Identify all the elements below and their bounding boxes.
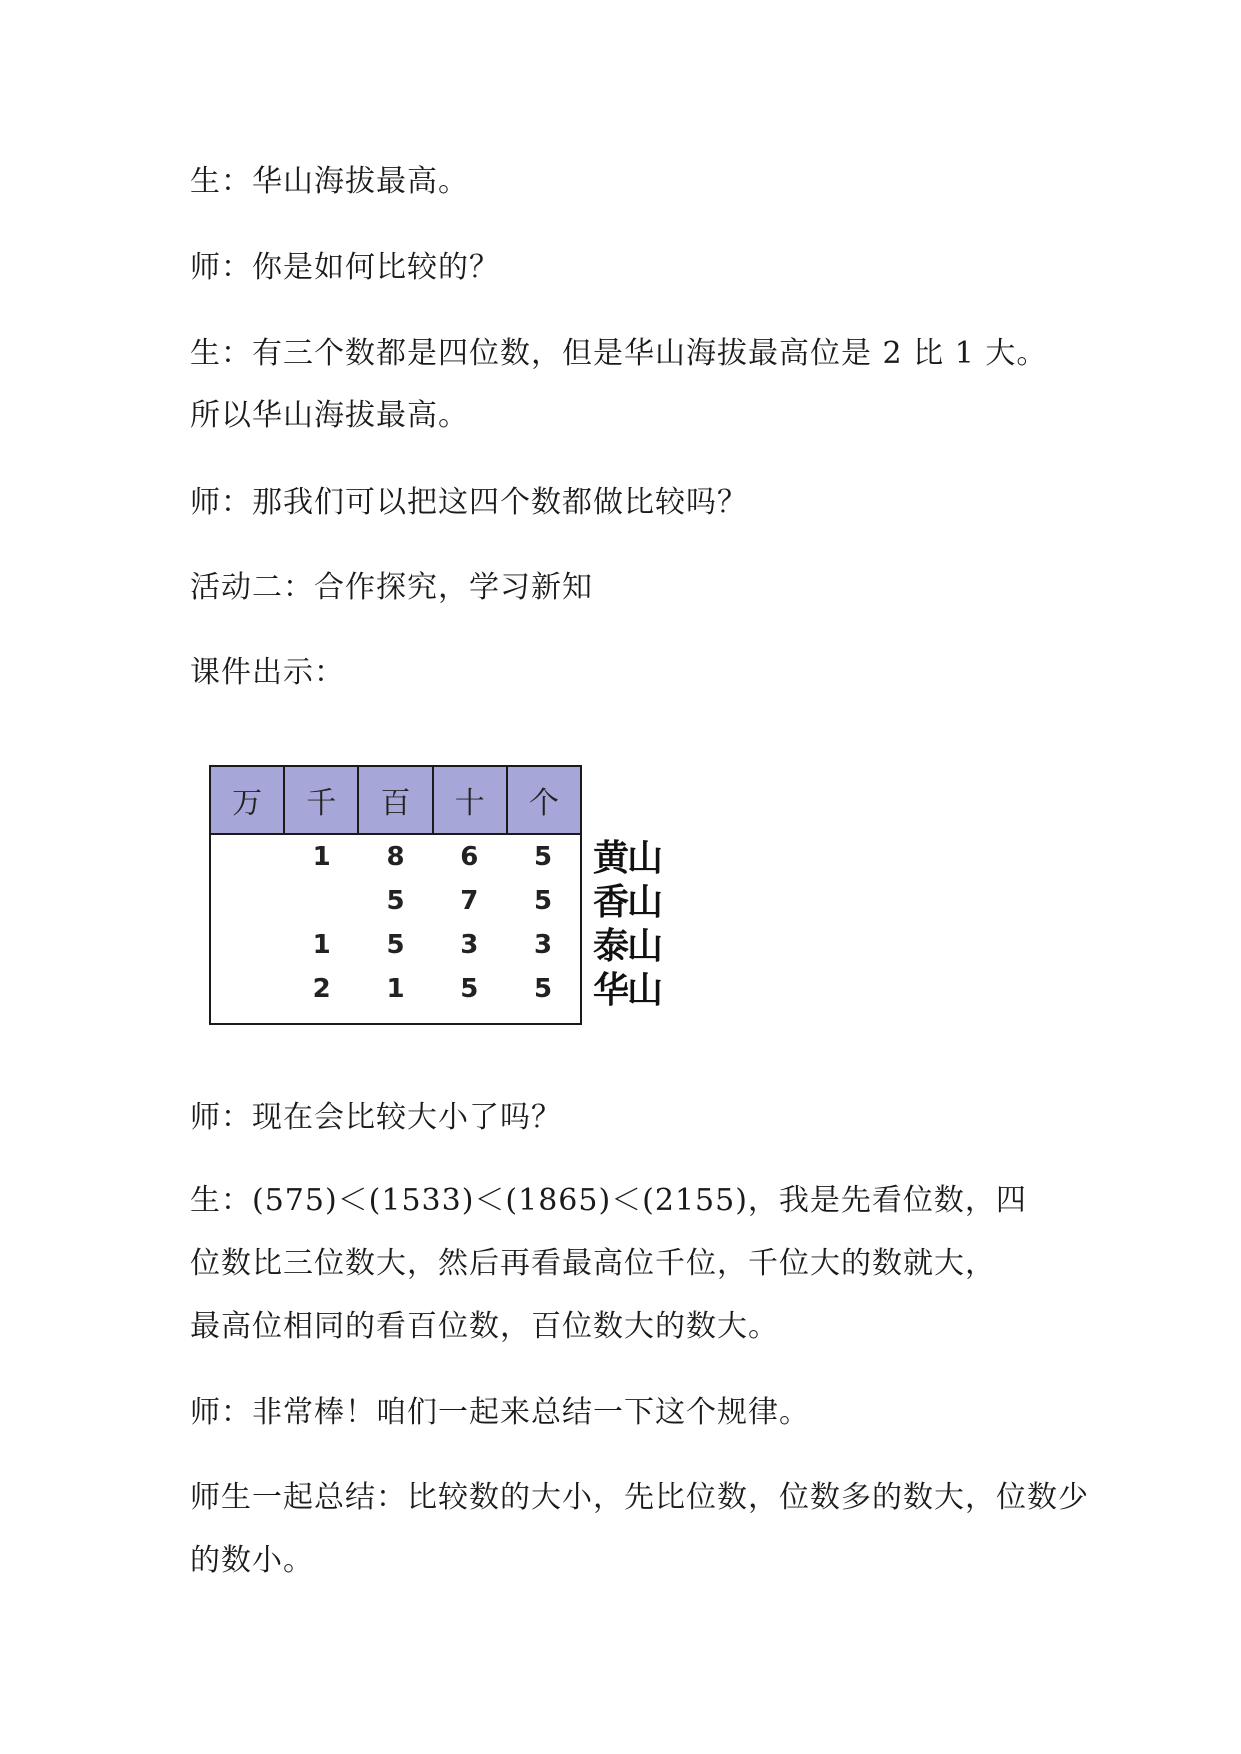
- digit-cell: 5: [534, 842, 553, 872]
- digit-cell: [211, 923, 285, 967]
- digit-cell: 5: [534, 974, 553, 1004]
- digit-cell: 5: [534, 886, 553, 916]
- mountain-label-huashan: 华山: [593, 970, 662, 1011]
- mountain-label-xiangshan: 香山: [593, 882, 662, 923]
- place-value-table: [209, 765, 582, 1025]
- paragraph-summary: 师生一起总结：比较数的大小，先比位数，位数多的数大，位数少: [190, 1480, 1089, 1515]
- digit-cell: 3: [460, 930, 479, 960]
- table-row: [211, 967, 580, 1011]
- digit-cell: [211, 879, 285, 923]
- digit-cell: 8: [386, 842, 405, 872]
- paragraph-teacher-check: 师：现在会比较大小了吗？: [190, 1100, 562, 1135]
- digit-cell: 1: [312, 842, 331, 872]
- digit-cell: [211, 967, 285, 1011]
- paragraph-student-conclusion: 所以华山海拔最高。: [190, 398, 469, 433]
- digit-cell: 6: [460, 842, 479, 872]
- paragraph-student-answer: 生：华山海拔最高。: [190, 164, 469, 199]
- header-ten-thousands: 万: [211, 767, 285, 833]
- paragraph-student-ordering-cont: 位数比三位数大，然后再看最高位千位，千位大的数就大，: [190, 1246, 996, 1281]
- digit-cell: 5: [460, 974, 479, 1004]
- courseware-label: 课件出示：: [190, 655, 345, 690]
- paragraph-summary-end: 的数小。: [190, 1543, 314, 1578]
- paragraph-student-ordering-end: 最高位相同的看百位数，百位数大的数大。: [190, 1309, 779, 1344]
- paragraph-student-explanation: 生：有三个数都是四位数，但是华山海拔最高位是 2 比 1 大。: [190, 336, 1048, 371]
- digit-cell: 5: [386, 886, 405, 916]
- table-row: [211, 923, 580, 967]
- header-hundreds: 百: [359, 767, 433, 833]
- mountain-label-taishan: 泰山: [593, 926, 662, 967]
- paragraph-student-ordering: 生：(575)＜(1533)＜(1865)＜(2155)，我是先看位数，四: [190, 1183, 1027, 1218]
- digit-cell: [285, 879, 359, 923]
- digit-cell: 1: [386, 974, 405, 1004]
- header-thousands: 千: [285, 767, 359, 833]
- table-row: [211, 879, 580, 923]
- digit-cell: 1: [312, 930, 331, 960]
- paragraph-teacher-question: 师：你是如何比较的？: [190, 250, 500, 285]
- mountain-labels: [593, 837, 673, 1013]
- digit-cell: 5: [386, 930, 405, 960]
- digit-cell: [211, 835, 285, 879]
- digit-cell: 7: [460, 886, 479, 916]
- table-header-row: [211, 767, 580, 835]
- header-ones: 个: [528, 786, 559, 821]
- paragraph-teacher-praise: 师：非常棒！咱们一起来总结一下这个规律。: [190, 1395, 810, 1430]
- digit-cell: 2: [312, 974, 331, 1004]
- digit-cell: 3: [534, 930, 553, 960]
- place-value-figure: [209, 765, 669, 1025]
- header-tens: 十: [434, 767, 508, 833]
- table-row: [211, 835, 580, 879]
- paragraph-teacher-prompt: 师：那我们可以把这四个数都做比较吗？: [190, 485, 748, 520]
- mountain-label-huangshan: 黄山: [593, 838, 662, 879]
- activity-heading: 活动二：合作探究，学习新知: [190, 570, 593, 605]
